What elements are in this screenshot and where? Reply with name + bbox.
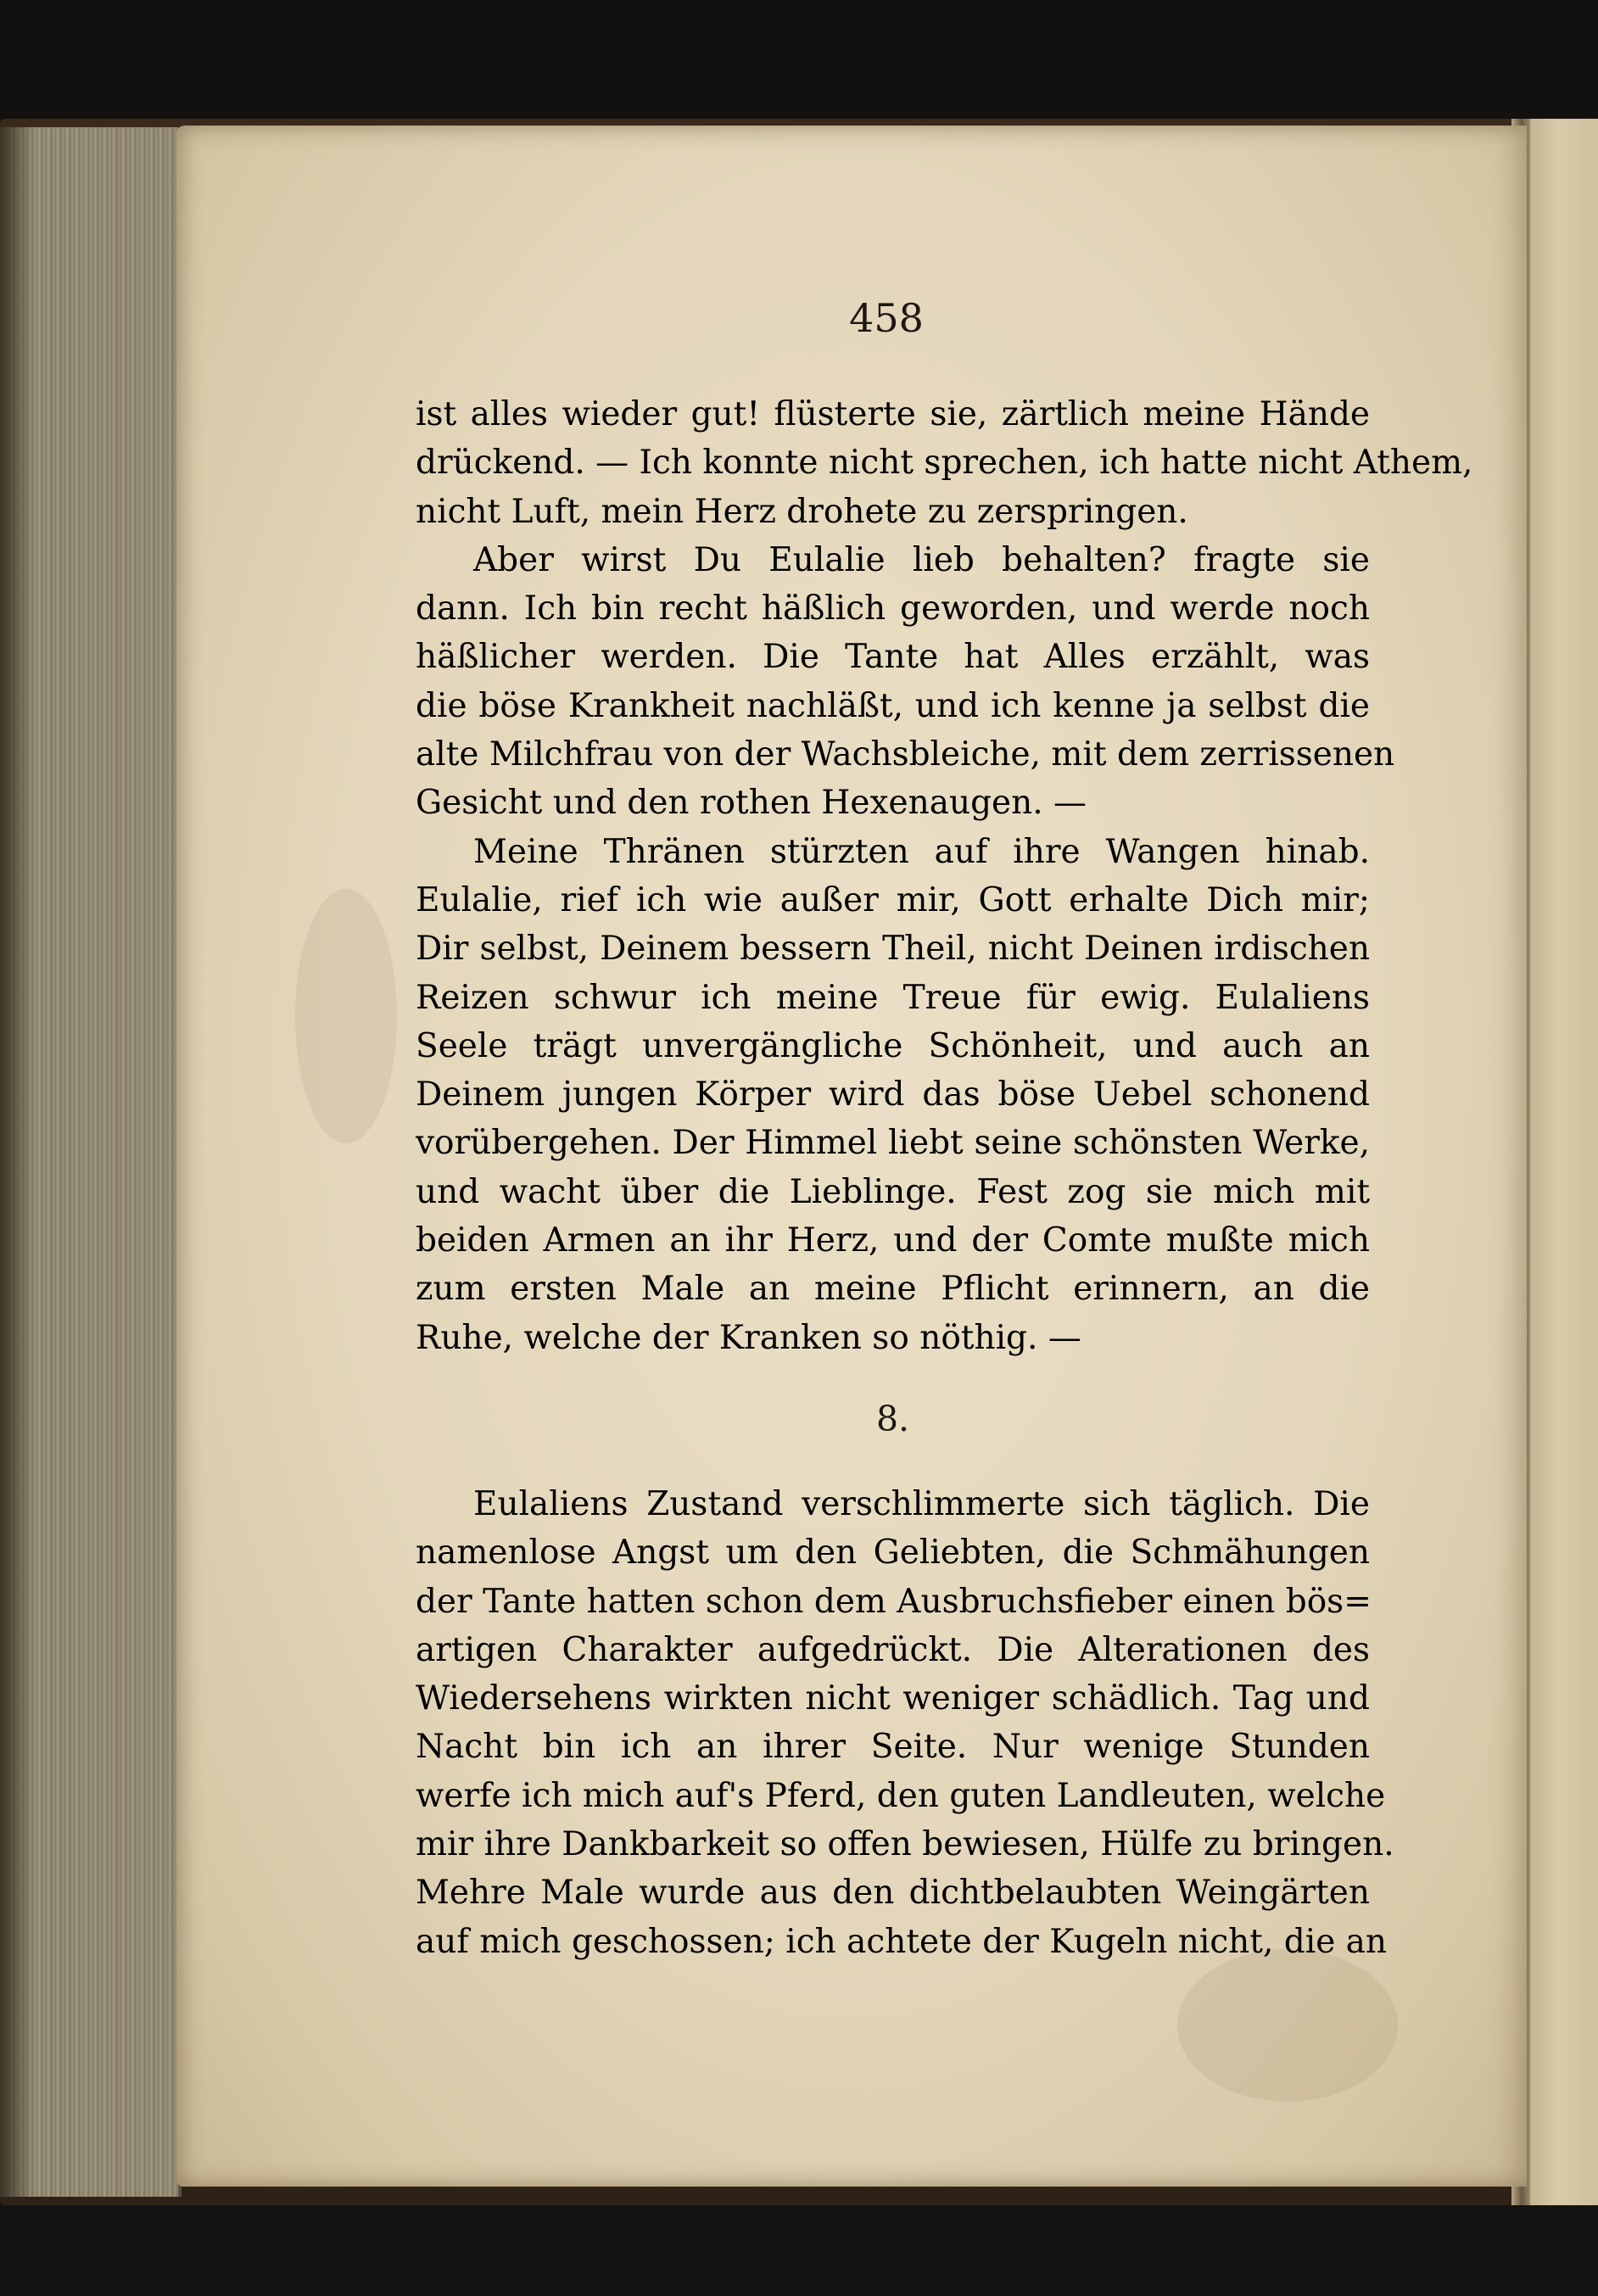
text-line: alte Milchfrau von der Wachsbleiche, mit dem zerrissenen	[416, 735, 1395, 774]
text-line: Deinem jungen Körper wird das böse Uebel schonend	[416, 1075, 1370, 1114]
text-line: häßlicher werden. Die Tante hat Alles erzählt, was	[416, 638, 1370, 677]
background-top	[0, 0, 1598, 127]
text-line: drückend. — Ich konnte nicht sprechen, ich hatte nicht Athem,	[416, 444, 1473, 483]
text-line: werfe ich mich auf's Pferd, den guten Landleuten, welche	[416, 1776, 1386, 1815]
text-line: namenlose Angst um den Geliebten, die Schmähungen	[416, 1533, 1370, 1573]
facing-page-edge	[1530, 119, 1598, 2205]
text-line: Wiedersehens wirkten nicht weniger schädlich. Tag und	[416, 1679, 1370, 1718]
text-line: Meine Thränen stürzten auf ihre Wangen hinab.	[473, 832, 1370, 871]
text-line: Seele trägt unvergängliche Schönheit, und auch an	[416, 1026, 1370, 1065]
paper-stain	[1177, 1949, 1398, 2102]
text-line: Gesicht und den rothen Hexenaugen. —	[416, 784, 1087, 823]
text-line: Aber wirst Du Eulalie lieb behalten? fragte sie	[473, 540, 1370, 579]
text-line: artigen Charakter aufgedrückt. Die Alterationen des	[416, 1630, 1370, 1669]
background-bottom	[0, 2205, 1598, 2296]
text-line: nicht Luft, mein Herz drohete zu zerspringen.	[416, 492, 1188, 531]
text-line: Nacht bin ich an ihrer Seite. Nur wenige Stunden	[416, 1728, 1370, 1767]
text-line: der Tante hatten schon dem Ausbruchsfieber einen bös=	[416, 1582, 1372, 1621]
page-number: 458	[849, 295, 924, 341]
text-line: dann. Ich bin recht häßlich geworden, und werde noch	[416, 589, 1370, 628]
text-line: Eulaliens Zustand verschlimmerte sich täglich. Die	[473, 1485, 1370, 1523]
text-line: und wacht über die Lieblinge. Fest zog sie mich mit	[416, 1172, 1370, 1211]
text-section-1	[416, 390, 1473, 1362]
text-line: Reizen schwur ich meine Treue für ewig. Eulaliens	[416, 978, 1370, 1017]
paper-stain	[295, 889, 397, 1143]
chapter-heading: 8.	[875, 1399, 910, 1439]
text-line: Dir selbst, Deinem bessern Theil, nicht Deinen irdischen	[416, 930, 1370, 969]
text-line: beiden Armen an ihr Herz, und der Comte mußte mich	[416, 1221, 1370, 1260]
page-edge-shadow	[0, 127, 34, 2197]
text-line: vorübergehen. Der Himmel liebt seine schönsten Werke,	[416, 1124, 1370, 1163]
text-section-2	[416, 1480, 1394, 1966]
text-line: ist alles wieder gut! flüsterte sie, zärtlich meine Hände	[416, 395, 1370, 433]
text-line: Ruhe, welche der Kranken so nöthig. —	[416, 1318, 1081, 1357]
text-line: Mehre Male wurde aus den dichtbelaubten Weingärten	[416, 1874, 1370, 1913]
text-line: mir ihre Dankbarkeit so offen bewiesen, Hülfe zu bringen.	[416, 1825, 1394, 1864]
text-line: auf mich geschossen; ich achtete der Kugeln nicht, die an	[416, 1922, 1388, 1961]
text-line: zum ersten Male an meine Pflicht erinnern, an die	[416, 1270, 1370, 1309]
text-line: die böse Krankheit nachläßt, und ich kenne ja selbst die	[416, 686, 1370, 725]
text-line: Eulalie, rief ich wie außer mir, Gott erhalte Dich mir;	[416, 880, 1370, 919]
